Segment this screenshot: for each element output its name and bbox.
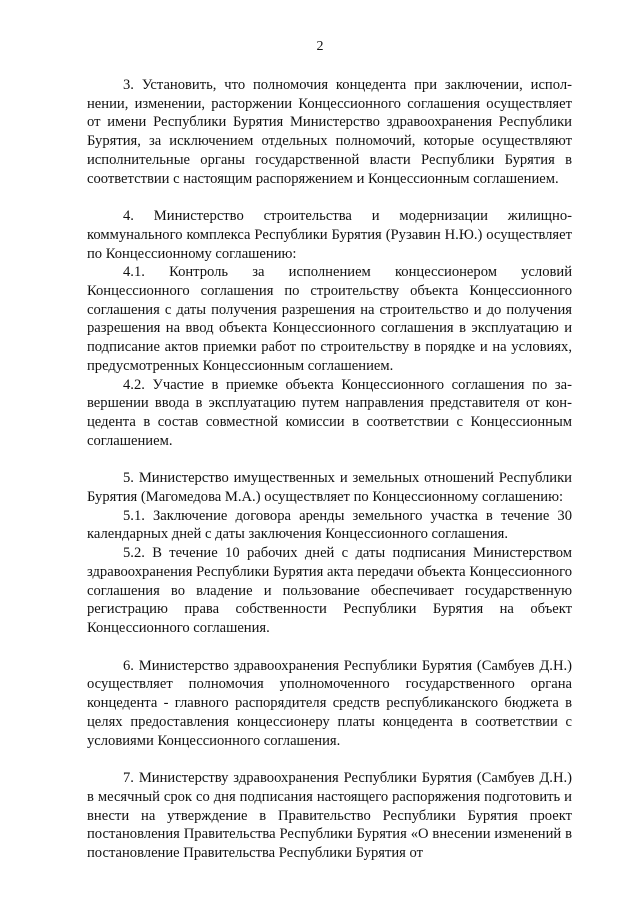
paragraph-7: 7. Министерству здравоохранения Республики Бурятия (Самбуев Д.Н.) в месячный срок со дня подписания настоящего распоряжения подготовить и внести на утверждение в Правительство Республики Бурятия проект постановления Правительства Республики Бурятия «О внесении изменений в постановление Правительства Республики Бурятия от <box>87 770 572 862</box>
paragraph-3: 3. Установить, что полномочия концедента при заключении, исполнении, изменении, расторжении Концессионного соглашения осуществляет от имени Республики Бурятия Министерство здравоохранения Республики Бурятия, за исключением отдельных полномочий, которые осуществляют исполнительные органы государственной власти Республики Бурятия в соответствии с настоящим распоряжением и Концессионным соглашением. <box>87 77 572 187</box>
paragraph-5-2: 5.2. В течение 10 рабочих дней с даты подписания Министерством здравоохранения Республики Бурятия акта передачи объекта Концессионного соглашения во владение и пользование обеспечивает государственную регистрацию права собственности Республики Бурятия на объект Концессионного соглашения. <box>87 545 572 636</box>
document-body <box>87 76 572 863</box>
paragraph-5: 5. Министерство имущественных и земельных отношений Республики Бурятия (Магомедова М.А.) осуществляет по Концессионному соглашению: <box>87 470 572 506</box>
paragraph-4: 4. Министерство строительства и модернизации жилищно-коммунального комплекса Республики Бурятия (Рузавин Н.Ю.) осуществляет по Концессионному соглашению: <box>87 208 572 262</box>
paragraph-4-2: 4.2. Участие в приемке объекта Концессионного соглашения по завершении ввода в эксплуатацию путем направления представителя от концедента в состав совместной комиссии в соответствии с Концессионным соглашением. <box>87 376 572 449</box>
paragraph-5-1: 5.1. Заключение договора аренды земельного участка в течение 30 календарных дней с даты заключения Концессионного соглашения. <box>87 507 572 543</box>
paragraph-6: 6. Министерство здравоохранения Республики Бурятия (Самбуев Д.Н.) осуществляет полномочия уполномоченного государственного органа концедента - главного распорядителя средств республиканского бюджета в целях предоставления концессионеру платы концедента в соответствии с условиями Концессионного соглашения. <box>87 657 572 749</box>
page-number: 2 <box>316 39 324 54</box>
paragraph-4-1: 4.1. Контроль за исполнением концессионером условий Концессионного соглашения по строительству объекта Концессионного соглашения с даты получения разрешения на строительство и до получения разрешения на ввод объекта Концессионного соглашения в эксплуатацию и подписание актов приемки работ по строительству в порядке и на условиях, предусмотренных Концессионным соглашением. <box>87 264 572 374</box>
